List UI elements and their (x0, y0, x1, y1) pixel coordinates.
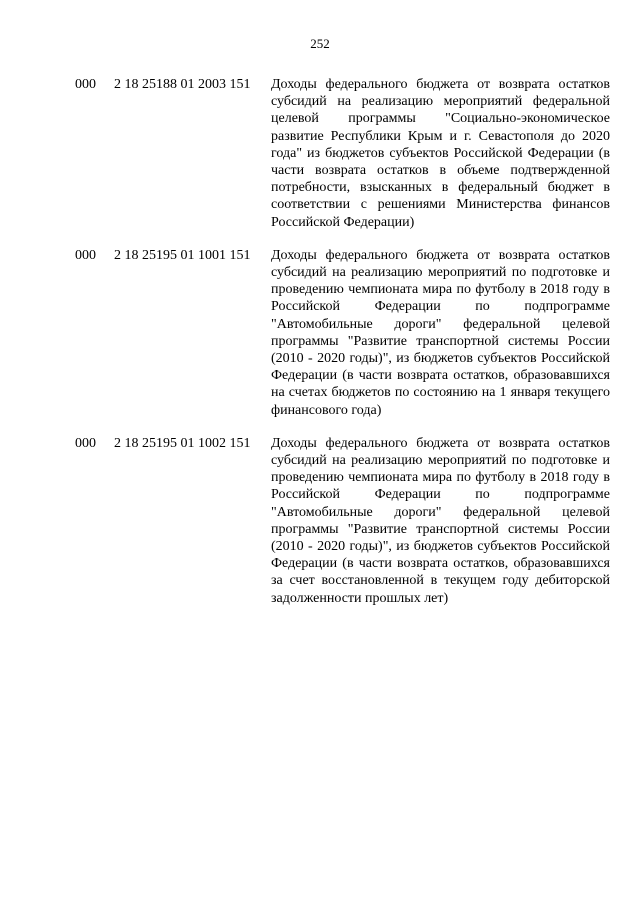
entry-row (75, 247, 610, 419)
entries-table (75, 76, 610, 623)
entry-row (75, 76, 610, 231)
admin-code: 000 (75, 77, 96, 92)
entry-row (75, 435, 610, 607)
entry-description: Доходы федерального бюджета от возврата остатков субсидий на реализацию мероприятий по подготовке и проведению чемпионата мира по футболу в 2018 году в Российской Федерации по подпрограмме "Автомобильные дороги" федеральной целевой программы "Развитие транспортной системы России (2010 - 2020 годы)", из бюджетов субъектов Российской Федерации (в части возврата остатков, образовавшихся за счет восстановленной в текущем году дебиторской задолженности прошлых лет) (271, 435, 610, 606)
entry-description: Доходы федерального бюджета от возврата остатков субсидий на реализацию мероприятий федеральной целевой программы "Социально-экономическое развитие Республики Крым и г. Севастополя до 2020 года" из бюджетов субъектов Российской Федерации (в части возврата остатков в объеме подтвержденной потребности, взысканных в федеральный бюджет в соответствии с решениями Министерства финансов Российской Федерации) (271, 77, 610, 230)
admin-code: 000 (75, 435, 96, 451)
entry-description: Доходы федерального бюджета от возврата остатков субсидий на реализацию мероприятий по подготовке и проведению чемпионата мира по футболу в 2018 году в Российской Федерации по подпрограмме "Автомобильные дороги" федеральной целевой программы "Развитие транспортной системы России (2010 - 2020 годы)", из бюджетов субъектов Российской Федерации (в части возврата остатков, образовавшихся на счетах бюджетов по состоянию на 1 января текущего финансового года) (271, 247, 610, 418)
budget-classification-code: 2 18 25188 01 2003 151 (114, 77, 251, 92)
budget-classification-code: 2 18 25195 01 1001 151 (114, 247, 251, 263)
budget-classification-code: 2 18 25195 01 1002 151 (114, 435, 251, 451)
page-number: 252 (310, 36, 330, 51)
admin-code: 000 (75, 247, 96, 263)
